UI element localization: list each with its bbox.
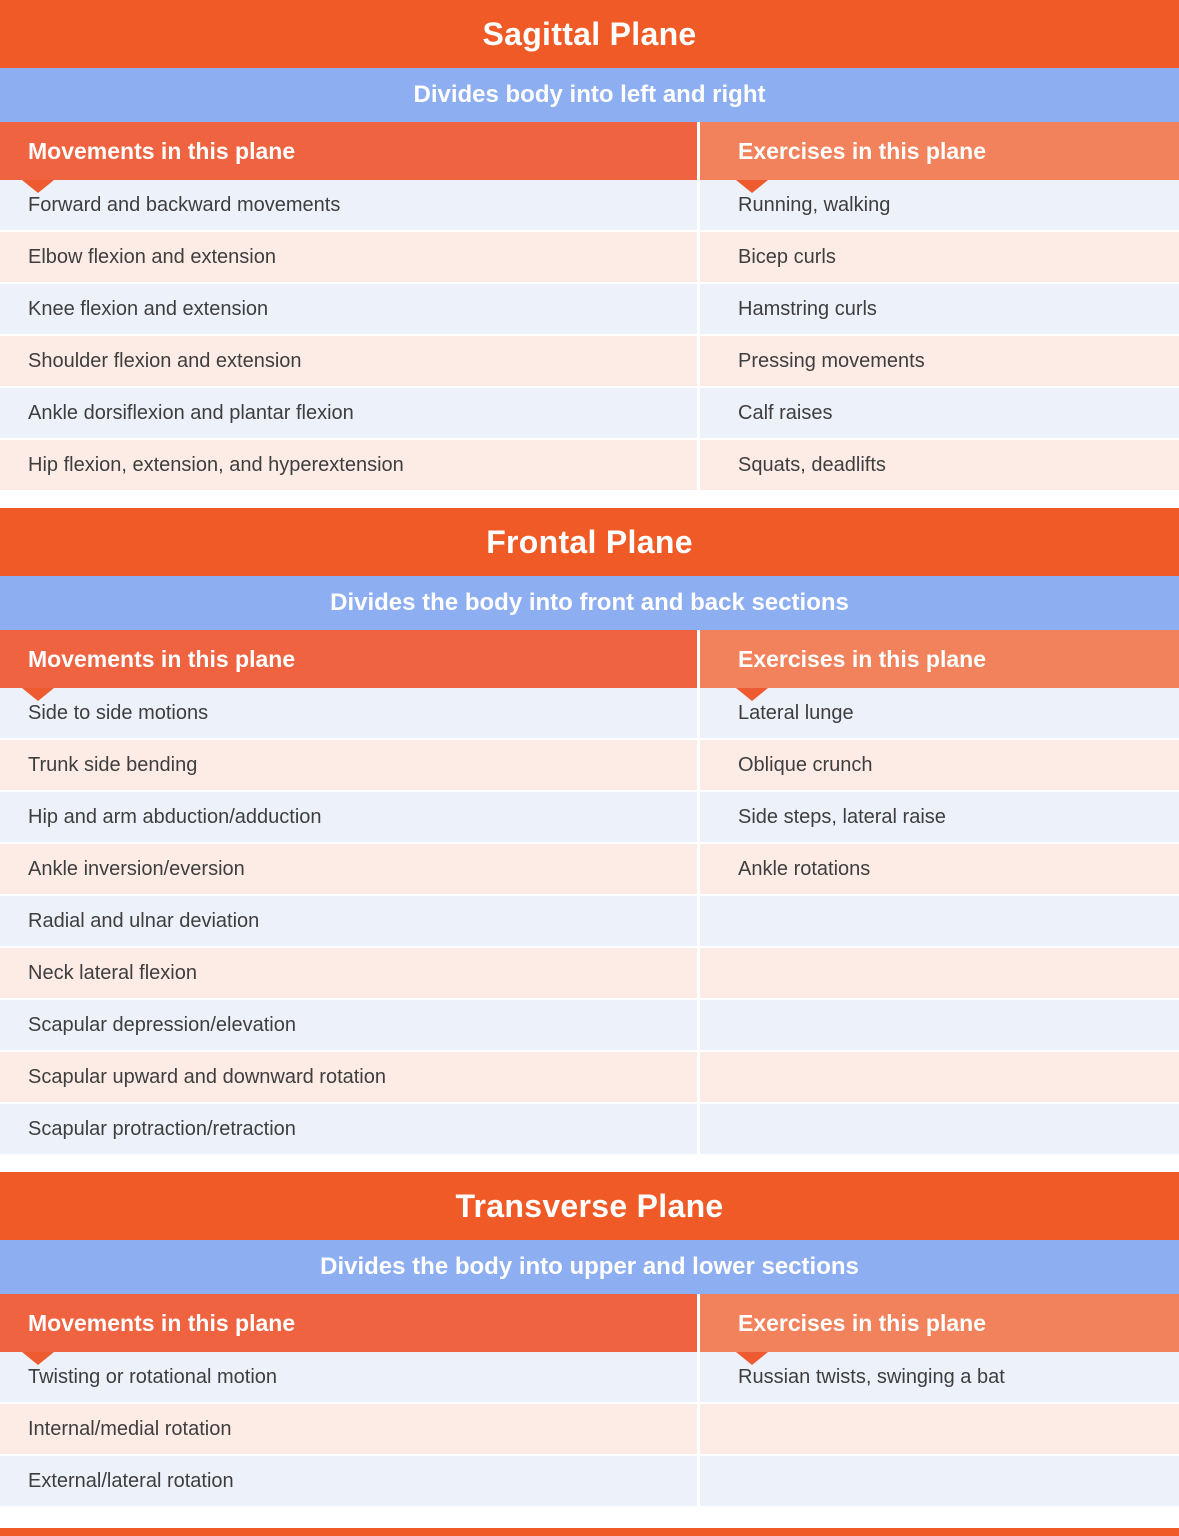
section-subtitle: Divides the body into upper and lower sections: [0, 1240, 1179, 1294]
table-row: [0, 844, 1179, 896]
exercises-column-header: Exercises in this plane: [700, 122, 1179, 180]
movements-column-header: Movements in this plane: [0, 1294, 700, 1352]
exercises-pointer-icon: [736, 688, 768, 701]
section-subtitle: Divides body into left and right: [0, 68, 1179, 122]
exercise-cell: Oblique crunch: [700, 740, 1179, 792]
movement-cell: Shoulder flexion and extension: [0, 336, 700, 388]
table-row: [0, 1456, 1179, 1508]
movements-column-header: Movements in this plane: [0, 122, 700, 180]
table-row: [0, 1052, 1179, 1104]
movement-cell: Radial and ulnar deviation: [0, 896, 700, 948]
exercise-cell: Russian twists, swinging a bat: [700, 1352, 1179, 1404]
section-title: Sagittal Plane: [0, 0, 1179, 68]
exercise-cell: [700, 1052, 1179, 1104]
exercises-column-header: Exercises in this plane: [700, 630, 1179, 688]
movement-cell: Ankle dorsiflexion and plantar flexion: [0, 388, 700, 440]
exercise-cell: Hamstring curls: [700, 284, 1179, 336]
movement-cell: Knee flexion and extension: [0, 284, 700, 336]
column-headers: [0, 122, 1179, 180]
section-rows: [0, 180, 1179, 492]
section-rows: [0, 688, 1179, 1156]
exercise-cell: [700, 1000, 1179, 1052]
table-row: [0, 440, 1179, 492]
exercise-cell: Squats, deadlifts: [700, 440, 1179, 492]
table-row: [0, 1352, 1179, 1404]
table-row: [0, 232, 1179, 284]
exercise-cell: Bicep curls: [700, 232, 1179, 284]
section-frontal-plane: [0, 508, 1179, 1156]
table-row: [0, 792, 1179, 844]
movement-cell: Elbow flexion and extension: [0, 232, 700, 284]
exercise-cell: Calf raises: [700, 388, 1179, 440]
movement-cell: Scapular upward and downward rotation: [0, 1052, 700, 1104]
section-divider: [0, 492, 1179, 508]
exercise-cell: Pressing movements: [700, 336, 1179, 388]
table-row: [0, 180, 1179, 232]
movement-cell: Trunk side bending: [0, 740, 700, 792]
table-row: [0, 948, 1179, 1000]
movement-cell: Neck lateral flexion: [0, 948, 700, 1000]
exercise-cell: Ankle rotations: [700, 844, 1179, 896]
exercises-pointer-icon: [736, 1352, 768, 1365]
exercises-pointer-icon: [736, 180, 768, 193]
table-row: [0, 284, 1179, 336]
section-title: Frontal Plane: [0, 508, 1179, 576]
table-row: [0, 336, 1179, 388]
exercise-cell: Side steps, lateral raise: [700, 792, 1179, 844]
movements-column-header: Movements in this plane: [0, 630, 700, 688]
bottom-cutoff-bar: [0, 1528, 1179, 1536]
table-row: [0, 688, 1179, 740]
movement-cell: External/lateral rotation: [0, 1456, 700, 1508]
table-row: [0, 388, 1179, 440]
movement-cell: Twisting or rotational motion: [0, 1352, 700, 1404]
table-row: [0, 1104, 1179, 1156]
table-row: [0, 740, 1179, 792]
exercise-cell: Running, walking: [700, 180, 1179, 232]
exercises-column-header: Exercises in this plane: [700, 1294, 1179, 1352]
exercise-cell: [700, 1456, 1179, 1508]
column-headers: [0, 1294, 1179, 1352]
section-divider: [0, 1156, 1179, 1172]
table-row: [0, 1404, 1179, 1456]
bottom-margin: [0, 1508, 1179, 1528]
exercise-cell: [700, 896, 1179, 948]
movement-cell: Scapular protraction/retraction: [0, 1104, 700, 1156]
movement-cell: Side to side motions: [0, 688, 700, 740]
movements-pointer-icon: [22, 1352, 54, 1365]
section-transverse-plane: [0, 1172, 1179, 1508]
exercise-cell: [700, 1104, 1179, 1156]
section-sagittal-plane: [0, 0, 1179, 492]
movements-pointer-icon: [22, 688, 54, 701]
column-headers: [0, 630, 1179, 688]
movement-cell: Hip and arm abduction/adduction: [0, 792, 700, 844]
movement-cell: Hip flexion, extension, and hyperextension: [0, 440, 700, 492]
movement-cell: Internal/medial rotation: [0, 1404, 700, 1456]
section-rows: [0, 1352, 1179, 1508]
table-row: [0, 1000, 1179, 1052]
movement-cell: Ankle inversion/eversion: [0, 844, 700, 896]
section-subtitle: Divides the body into front and back sections: [0, 576, 1179, 630]
movements-pointer-icon: [22, 180, 54, 193]
exercise-cell: [700, 1404, 1179, 1456]
movement-cell: Scapular depression/elevation: [0, 1000, 700, 1052]
exercise-cell: Lateral lunge: [700, 688, 1179, 740]
exercise-cell: [700, 948, 1179, 1000]
table-row: [0, 896, 1179, 948]
movement-cell: Forward and backward movements: [0, 180, 700, 232]
section-title: Transverse Plane: [0, 1172, 1179, 1240]
